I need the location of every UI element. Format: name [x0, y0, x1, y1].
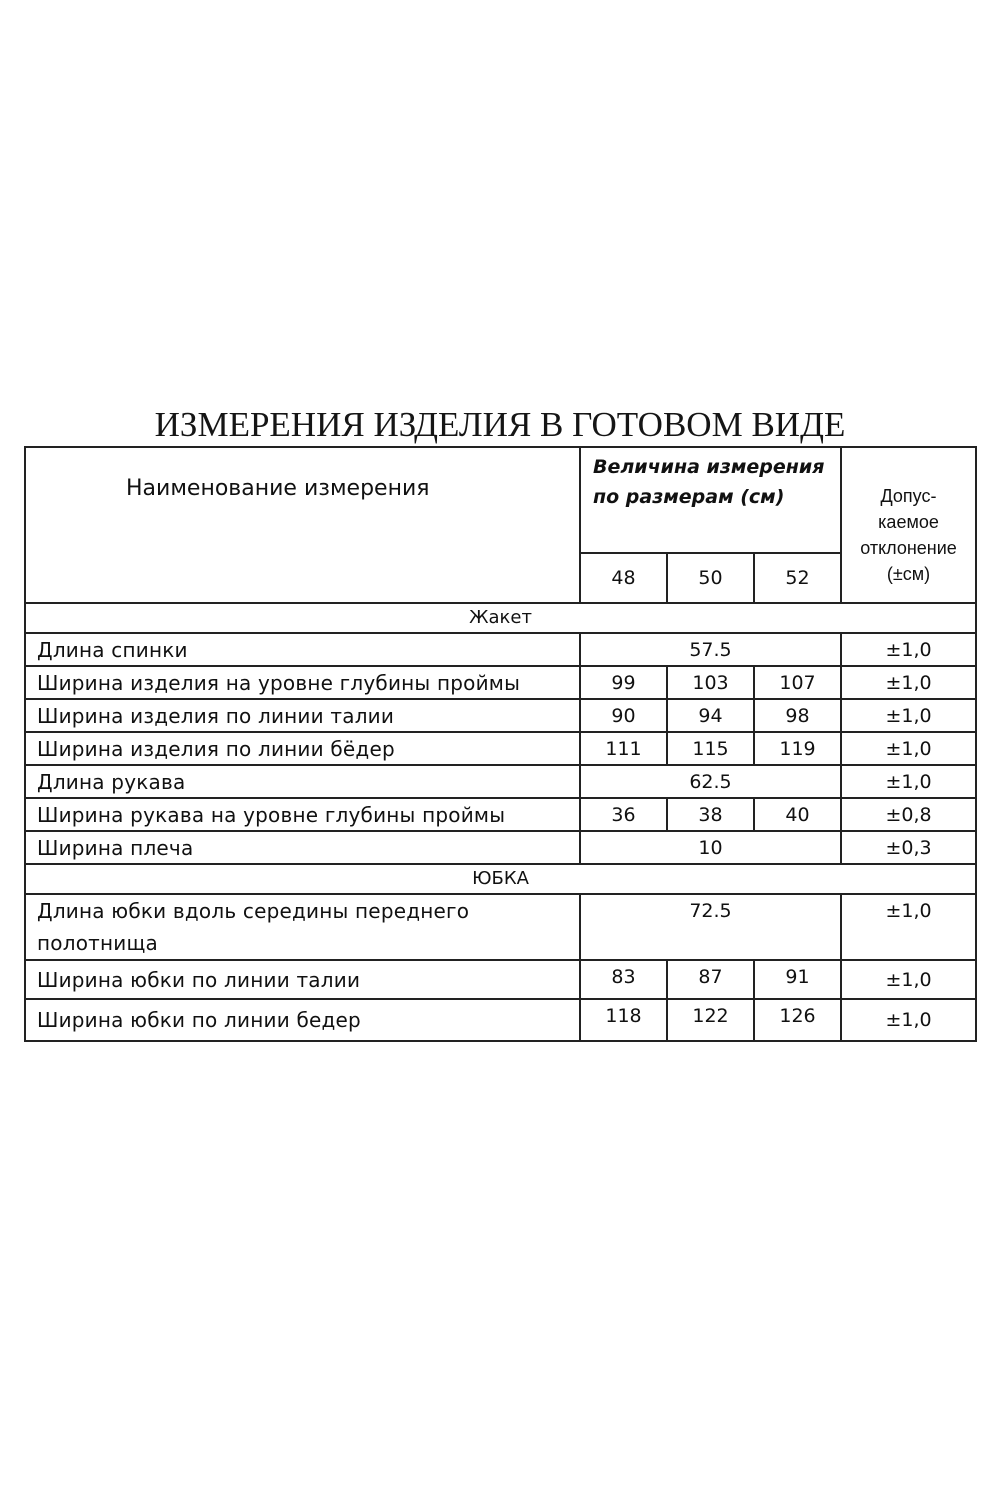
- measure-value: 90: [580, 699, 667, 732]
- table-row: [25, 699, 976, 732]
- measure-name: Ширина плеча: [25, 831, 580, 864]
- measure-value: 10: [580, 831, 841, 864]
- table-row: [25, 798, 976, 831]
- table-row: [25, 765, 976, 798]
- section-title-jacket: Жакет: [25, 603, 976, 633]
- section-title-skirt: ЮБКА: [25, 864, 976, 894]
- header-tolerance-line: отклонение: [860, 538, 957, 558]
- header-tolerance-line: каемое: [878, 512, 939, 532]
- measure-tolerance: ±1,0: [841, 699, 976, 732]
- table-row: [25, 960, 976, 999]
- section-row: [25, 864, 976, 894]
- measurements-table: [24, 446, 977, 1042]
- header-values: Величина измерения по размерам (см): [580, 447, 841, 553]
- section-row: [25, 603, 976, 633]
- measure-value: 62.5: [580, 765, 841, 798]
- measure-value: 118: [580, 999, 667, 1041]
- measure-name: Ширина изделия на уровне глубины проймы: [25, 666, 580, 699]
- measure-tolerance: ±1,0: [841, 894, 976, 960]
- header-tolerance: [841, 447, 976, 603]
- measure-name: Длина рукава: [25, 765, 580, 798]
- measure-tolerance: ±0,8: [841, 798, 976, 831]
- document-title: ИЗМЕРЕНИЯ ИЗДЕЛИЯ В ГОТОВОМ ВИДЕ: [154, 405, 846, 444]
- size-header-52: 52: [754, 553, 841, 603]
- table-row: [25, 831, 976, 864]
- measure-value: 119: [754, 732, 841, 765]
- table-row: [25, 666, 976, 699]
- measure-value: 126: [754, 999, 841, 1041]
- measure-name: Ширина рукава на уровне глубины проймы: [25, 798, 580, 831]
- measure-name: Ширина изделия по линии бёдер: [25, 732, 580, 765]
- header-row: [25, 447, 976, 553]
- measure-name: Длина юбки вдоль середины переднего полотнища: [25, 894, 580, 960]
- measure-value: 87: [667, 960, 754, 999]
- measure-value: 36: [580, 798, 667, 831]
- measure-value: 38: [667, 798, 754, 831]
- header-tolerance-line: (±см): [886, 564, 931, 584]
- measure-value: 103: [667, 666, 754, 699]
- measure-tolerance: ±1,0: [841, 999, 976, 1041]
- table-row: [25, 732, 976, 765]
- measure-value: 115: [667, 732, 754, 765]
- measure-value: 111: [580, 732, 667, 765]
- measure-value: 83: [580, 960, 667, 999]
- measure-value: 91: [754, 960, 841, 999]
- measure-name: Ширина юбки по линии бедер: [25, 999, 580, 1041]
- measure-name: Длина спинки: [25, 633, 580, 666]
- measure-tolerance: ±1,0: [841, 666, 976, 699]
- measure-name: Ширина юбки по линии талии: [25, 960, 580, 999]
- size-header-48: 48: [580, 553, 667, 603]
- measure-tolerance: ±1,0: [841, 765, 976, 798]
- measure-value: 107: [754, 666, 841, 699]
- size-header-50: 50: [667, 553, 754, 603]
- measure-tolerance: ±1,0: [841, 732, 976, 765]
- measure-tolerance: ±0,3: [841, 831, 976, 864]
- measure-value: 94: [667, 699, 754, 732]
- measure-tolerance: ±1,0: [841, 633, 976, 666]
- measure-value: 57.5: [580, 633, 841, 666]
- header-tolerance-line: Допус-: [880, 486, 937, 506]
- measure-value: 99: [580, 666, 667, 699]
- measure-tolerance: ±1,0: [841, 960, 976, 999]
- measure-value: 40: [754, 798, 841, 831]
- table-row: [25, 894, 976, 960]
- measure-value: 122: [667, 999, 754, 1041]
- measure-value: 72.5: [580, 894, 841, 960]
- header-name-cell: [25, 447, 580, 603]
- table-row: [25, 999, 976, 1041]
- header-name: Наименование измерения: [126, 476, 430, 501]
- table-row: [25, 633, 976, 666]
- measure-value: 98: [754, 699, 841, 732]
- measure-name: Ширина изделия по линии талии: [25, 699, 580, 732]
